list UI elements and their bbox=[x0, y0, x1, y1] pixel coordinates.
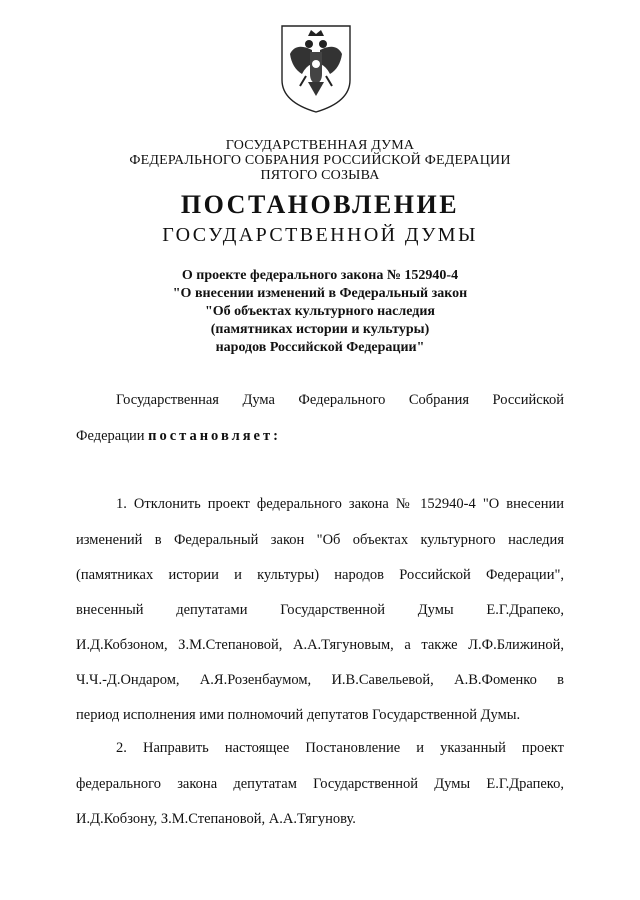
clause-1-line: (памятниках истории и культуры) народов Российской Федерации", bbox=[76, 567, 564, 583]
clause-1-line: И.Д.Кобзоном, З.М.Степановой, А.А.Тягуновым, а также Л.Ф.Ближиной, bbox=[76, 637, 564, 653]
header-line-duma: ГОСУДАРСТВЕННАЯ ДУМА bbox=[225, 138, 415, 153]
subject-line: народов Российской Федерации" bbox=[215, 340, 425, 355]
document-title: ПОСТАНОВЛЕНИЕ bbox=[180, 190, 460, 219]
preamble-line: Государственная Дума Федерального Собрания Российской bbox=[116, 392, 564, 408]
header-line-assembly: ФЕДЕРАЛЬНОГО СОБРАНИЯ РОССИЙСКОЙ ФЕДЕРАЦИИ bbox=[129, 153, 511, 168]
subject-line: "О внесении изменений в Федеральный закон bbox=[172, 286, 468, 301]
clause-2-line: И.Д.Кобзону, З.М.Степановой, А.А.Тягунову. bbox=[76, 811, 356, 827]
clause-1-line: изменений в Федеральный закон "Об объектах культурного наследия bbox=[76, 532, 564, 548]
preamble-line bbox=[76, 428, 564, 445]
header-line-convocation: ПЯТОГО СОЗЫВА bbox=[260, 168, 380, 183]
coat-of-arms-emblem bbox=[278, 24, 354, 114]
clause-1-line: Ч.Ч.-Д.Ондаром, А.Я.Розенбаумом, И.В.Савельевой, А.В.Фоменко в bbox=[76, 672, 564, 688]
document-subject bbox=[0, 267, 640, 357]
clause-2-line: федерального закона депутатам Государственной Думы Е.Г.Драпеко, bbox=[76, 776, 564, 792]
document-subtitle: ГОСУДАРСТВЕННОЙ ДУМЫ bbox=[162, 224, 478, 246]
subject-line: "Об объектах культурного наследия bbox=[205, 304, 435, 319]
clause-2-line: 2. Направить настоящее Постановление и указанный проект bbox=[116, 740, 564, 756]
subject-line: О проекте федерального закона № 152940-4 bbox=[181, 268, 459, 283]
preamble-federation: Федерации bbox=[76, 428, 149, 444]
clause-1-line: период исполнения ими полномочий депутатов Государственной Думы. bbox=[76, 707, 521, 723]
subject-line: (памятниках истории и культуры) bbox=[210, 322, 430, 337]
clause-1-line: 1. Отклонить проект федерального закона № 152940-4 "О внесении bbox=[116, 496, 564, 512]
clause-1-line: внесенный депутатами Государственной Думы Е.Г.Драпеко, bbox=[76, 602, 564, 618]
resolves-word: постановляет: bbox=[148, 428, 281, 444]
